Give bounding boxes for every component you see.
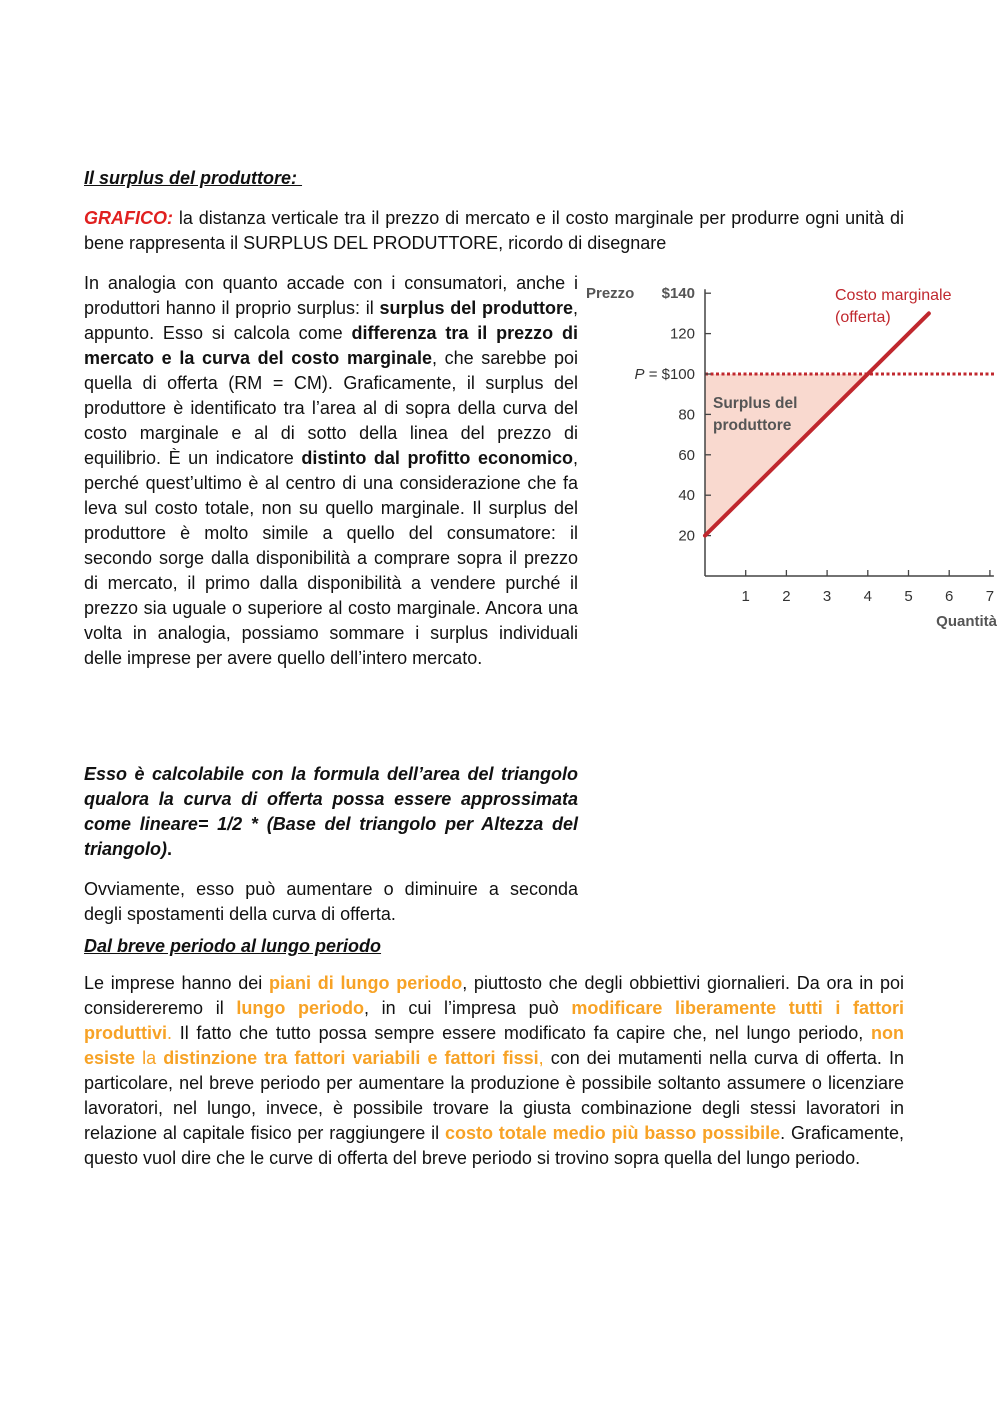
y-tick-label: 40 — [678, 487, 695, 505]
graph-paragraph — [84, 206, 904, 256]
graph-label: GRAFICO: — [84, 208, 173, 228]
intro-text-1: In analogia con quanto accade con i consumatori, anche i produttori hanno il proprio surplus: il — [84, 273, 578, 318]
area-label: Surplus del — [713, 395, 798, 412]
highlight-4b: la — [135, 1048, 164, 1068]
highlight-1: piani di lungo periodo — [269, 973, 463, 993]
intro-paragraph — [84, 271, 578, 671]
y-tick-label-price: P = $100 — [634, 366, 695, 383]
highlight-3: modificare liberamente tutti i fattori produttivi — [84, 998, 905, 1043]
long-text-4: Il fatto che tutto possa sempre essere modificato fa capire che, nel lungo periodo, — [172, 1023, 871, 1043]
highlight-5: distinzione tra fattori variabili e fattori fissi — [163, 1048, 539, 1068]
section-heading-long-period: Dal breve periodo al lungo periodo — [84, 936, 382, 956]
long-text-1: Le imprese hanno dei — [84, 973, 270, 993]
intro-text-2: , appunto. Esso si calcola come — [84, 298, 578, 343]
formula-paragraph — [84, 762, 578, 862]
x-tick-label: 5 — [904, 588, 913, 605]
long-text-2: , piuttosto che degli obbiettivi giornalieri. Da ora in poi considereremo il — [84, 973, 904, 1018]
intro-text-3: , che sarebbe poi quella di offerta (RM = CM). Graficamente, il surplus del produttore è identificato tra l’area al di sopra della curva del costo marginale e al di sotto della linea del prezzo di equilibrio. È un indicatore — [84, 348, 578, 468]
area-label: produttore — [713, 417, 792, 434]
formula-end: . — [167, 839, 173, 859]
long-text-5: con dei mutamenti nella curva di offerta. In particolare, nel breve periodo per aumentare la produzione è possibile soltanto assumere o licenziare lavoratori, nel lungo, invece, è possibile trovare la giusta combinazione degli stessi lavoratori in relazione al capitale fisico per raggiungere il — [84, 1048, 904, 1143]
y-tick-label: 80 — [678, 406, 695, 424]
highlight-3-end: . — [167, 1023, 173, 1043]
intro-text-4: , perché quest’ultimo è al centro di una considerazione che fa leva sul costo totale, non su quello marginale. Il surplus del produttore è molto simile a quello del consumatore: il secondo sorge dalla disponibilità a comprare sopra il prezzo di mercato, il primo dalla disponibilità a vendere purché il prezzo sia uguale o superiore al costo marginale. Ancora una volta in analogia, possiamo sommare i surplus individuali delle imprese per avere quello dell’intero mercato. — [84, 448, 579, 668]
x-tick-label: 2 — [782, 588, 791, 605]
y-tick-label: $140 — [661, 285, 695, 303]
section-heading-producer-surplus: Il surplus del produttore: — [84, 168, 298, 188]
y-tick-label: 120 — [669, 325, 695, 343]
long-text-3: , in cui l’impresa può — [364, 998, 572, 1018]
x-axis-label: Quantità — [936, 613, 997, 630]
producer-surplus-chart — [580, 275, 1000, 635]
ovv-paragraph: Ovviamente, esso può aumentare o diminuire a seconda degli spostamenti della curva di offerta. — [84, 879, 578, 924]
intro-bold-3: distinto dal profitto economico — [301, 448, 573, 468]
long-period-paragraph — [84, 971, 904, 1171]
y-tick-label: 20 — [678, 527, 695, 545]
highlight-4: non esiste — [84, 1023, 904, 1068]
x-tick-label: 4 — [863, 588, 872, 605]
formula-text: Esso è calcolabile con la formula dell’area del triangolo qualora la curva di offerta possa essere approssimata come lineare= 1/2 * (Base del triangolo per Altezza del triangolo) — [84, 764, 578, 859]
graph-text: la distanza verticale tra il prezzo di mercato e il costo marginale per produrre ogni unità di bene rappresenta il SURPLUS DEL PRODUTTORE, ricordo di disegnare — [84, 208, 904, 253]
long-text-6: . Graficamente, questo vuol dire che le curve di offerta del breve periodo si trovino sopra quella del lungo periodo. — [84, 1123, 905, 1168]
series-label: (offerta) — [835, 309, 891, 326]
intro-bold-2: differenza tra il prezzo di mercato e la curva del costo marginale — [84, 323, 578, 368]
intro-bold-1: surplus del produttore — [379, 298, 573, 318]
x-tick-label: 7 — [985, 588, 995, 605]
series-label: Costo marginale — [835, 287, 952, 304]
x-tick-label: 6 — [945, 588, 954, 605]
y-tick-label: 60 — [678, 446, 695, 464]
highlight-2: lungo periodo — [236, 998, 365, 1018]
highlight-6: costo totale medio più basso possibile — [444, 1123, 781, 1143]
highlight-5-end: , — [538, 1048, 544, 1068]
y-axis-label: Prezzo — [586, 285, 635, 303]
x-tick-label: 3 — [822, 588, 832, 605]
x-tick-label: 1 — [741, 588, 750, 605]
